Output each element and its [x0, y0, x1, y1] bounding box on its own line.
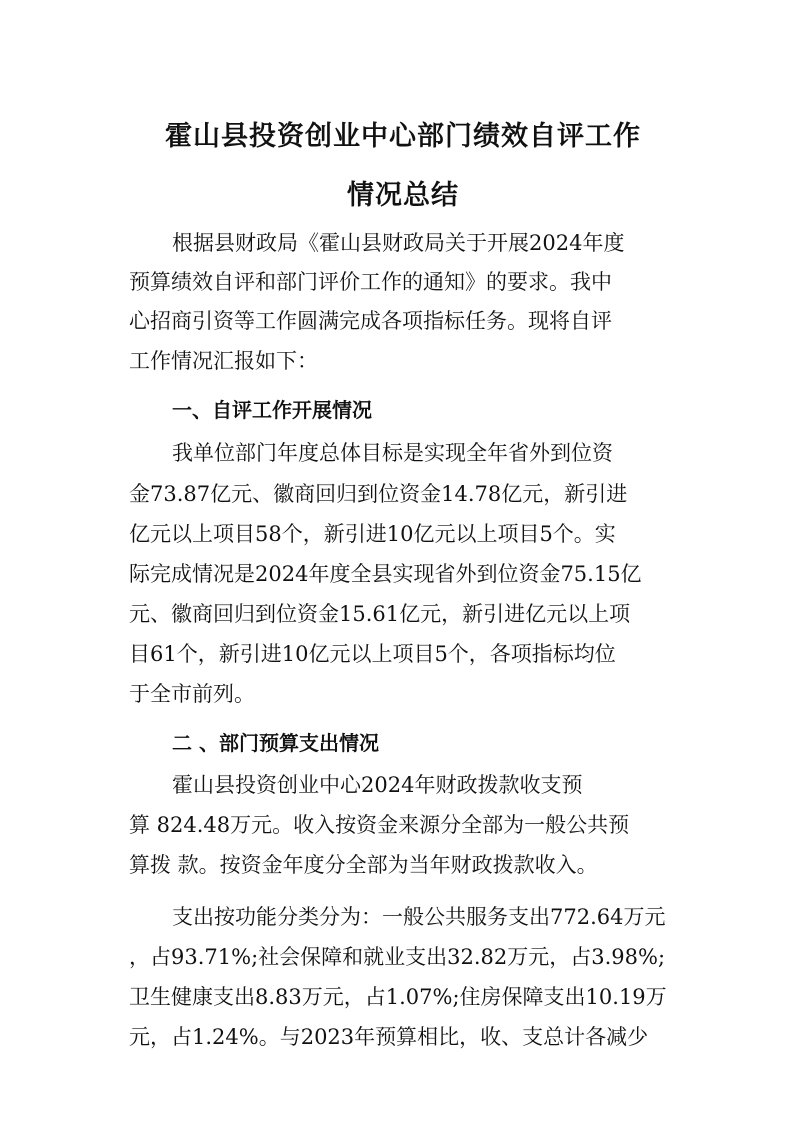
section-2b-line: 支出按功能分类分为：一般公共服务支出772.64万元 — [172, 905, 666, 929]
document-title-line-2: 情况总结 — [347, 180, 459, 211]
section-2-line: 霍山县投资创业中心2024年财政拨款收支预 — [172, 773, 583, 797]
section-2-line: 算拨 款。按资金年度分全部为当年财政拨款收入。 — [129, 853, 598, 877]
section-1-line: 元、徽商回归到位资金15.61亿元，新引进亿元以上项 — [129, 602, 631, 626]
section-1-line: 于全市前列。 — [129, 682, 255, 706]
section-2-line: 算 824.48万元。收入按资金来源分全部为一般公共预 — [129, 813, 630, 837]
section-1-line: 我单位部门年度总体目标是实现全年省外到位资 — [172, 441, 613, 465]
intro-line: 心招商引资等工作圆满完成各项指标任务。现将自评 — [129, 309, 612, 333]
section-2-heading: 二 、部门预算支出情况 — [172, 731, 379, 755]
section-1-line: 金73.87亿元、徽商回归到位资金14.78亿元，新引进 — [129, 482, 628, 506]
section-2b-line: 卫生健康支出8.83万元，占1.07%;住房保障支出10.19万 — [129, 985, 667, 1009]
intro-line: 根据县财政局《霍山县财政局关于开展2024年度 — [172, 231, 625, 255]
section-1-line: 际完成情况是2024年度全县实现省外到位资金75.15亿 — [129, 562, 642, 586]
section-1-line: 目61个，新引进10亿元以上项目5个，各项指标均位 — [129, 642, 616, 666]
section-2b-line: ，占93.71%;社会保障和就业支出32.82万元，占3.98%; — [129, 945, 666, 969]
intro-line: 预算绩效自评和部门评价工作的通知》的要求。我中 — [129, 270, 612, 294]
section-1-heading: 一、自评工作开展情况 — [172, 398, 372, 422]
section-2b-line: 元，占1.24%。与2023年预算相比，收、支总计各减少 — [129, 1025, 649, 1049]
document-title-line-1: 霍山县投资创业中心部门绩效自评工作 — [165, 121, 641, 152]
section-1-line: 亿元以上项目58个，新引进10亿元以上项目5个。实 — [129, 522, 616, 546]
intro-line: 工作情况汇报如下： — [129, 349, 318, 373]
